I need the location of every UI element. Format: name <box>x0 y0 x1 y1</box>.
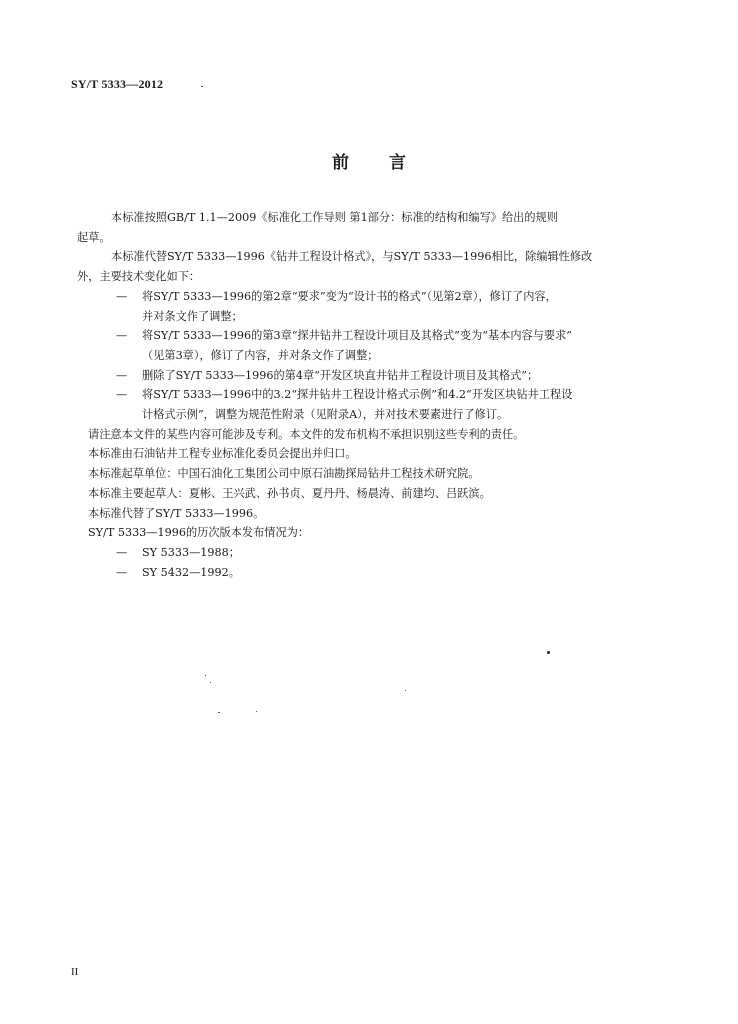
list-item-line: （见第3章），修订了内容，并对条文作了调整； <box>142 348 379 362</box>
scan-speck <box>547 651 550 654</box>
scan-speck <box>405 690 406 691</box>
paragraph-line: 本标准代替SY/T 5333—1996《钻井工程设计格式》，与SY/T 5333—1996相比，除编辑性修改 <box>111 250 593 264</box>
page-title: 前言 <box>332 153 446 173</box>
scan-speck <box>205 675 206 676</box>
standard-code-header: SY/T 5333—2012 <box>71 77 164 91</box>
list-dash: — <box>116 545 128 559</box>
paragraph-line: 本标准起草单位：中国石油化工集团公司中原石油勘探局钻井工程技术研究院。 <box>88 467 480 481</box>
list-item-line: — 将SY/T 5333—1996中的3.2“探井钻井工程设计格式示例”和4.2“开发区块钻井工程设 <box>88 385 662 405</box>
scan-speck <box>210 682 211 683</box>
list-item-line: 计格式示例”，调整为规范性附录（见附录A），并对技术要素进行了修订。 <box>142 408 509 422</box>
list-dash: — <box>116 329 128 343</box>
paragraph-line: 起草。 <box>77 230 111 244</box>
list-dash: — <box>116 388 128 402</box>
list-item-line: 并对条文作了调整； <box>142 309 243 323</box>
scan-speck <box>201 86 203 87</box>
list-dash: — <box>116 289 128 303</box>
paragraph-line: 本标准按照GB/T 1.1—2009《标准化工作导则 第1部分：标准的结构和编写》给出的规则 <box>111 211 558 224</box>
paragraph-line: SY/T 5333—1996的历次版本发布情况为： <box>88 526 310 540</box>
list-item-line: — 将SY/T 5333—1996的第3章“探井钻井工程设计项目及其格式”变为“基本内容与要求” <box>88 326 662 346</box>
page-number: II <box>71 966 79 978</box>
list-item-line: — SY 5432—1992。 <box>88 563 662 583</box>
preface-body <box>77 208 662 582</box>
paragraph-line: 外，主要技术变化如下： <box>77 270 201 284</box>
list-item-line: — 删除了SY/T 5333—1996的第4章“开发区块直井钻井工程设计项目及其格式”； <box>88 366 662 386</box>
list-dash: — <box>116 565 128 579</box>
list-item-line: — 将SY/T 5333—1996的第2章“要求”变为“设计书的格式”（见第2章），修订了内容， <box>88 287 662 307</box>
scan-speck <box>218 712 220 713</box>
list-item-line: — SY 5333—1988； <box>88 543 662 563</box>
paragraph-line: 本标准由石油钻井工程专业标准化委员会提出并归口。 <box>88 447 357 461</box>
paragraph-line: 本标准代替了SY/T 5333—1996。 <box>88 506 265 520</box>
paragraph-line: 本标准主要起草人：夏彬、王兴武、孙书贞、夏丹丹、杨晨涛、前建均、吕跃滨。 <box>88 486 491 500</box>
scan-speck <box>256 711 257 712</box>
paragraph-line: 请注意本文件的某些内容可能涉及专利。本文件的发布机构不承担识别这些专利的责任。 <box>88 427 525 441</box>
list-dash: — <box>116 368 128 382</box>
